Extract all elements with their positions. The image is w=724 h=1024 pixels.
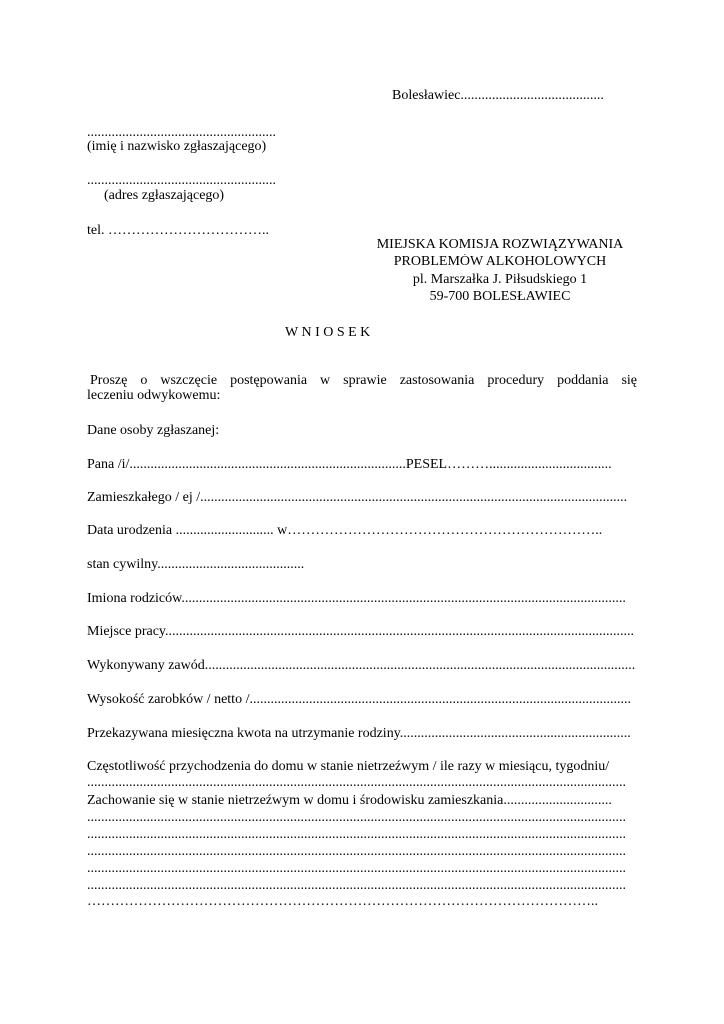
- behavior-dots-3: ..........................................................................................................................................................: [87, 844, 626, 859]
- behavior-dots-2: ..........................................................................................................................................................: [87, 827, 626, 842]
- field-name-pesel: Pana /i/...............................................................................PESEL………...................................: [87, 457, 612, 472]
- field-birth: Data urodzenia ............................ w…………………………………………………………..: [87, 523, 603, 538]
- behavior-dots-6: ………………………………………………………………………………………………..: [87, 894, 598, 909]
- applicant-address-caption: (adres zgłaszającego): [104, 188, 225, 203]
- frequency-dots: ..........................................................................................................................................................: [87, 775, 626, 790]
- field-occupation: Wykonywany zawód...........................................................................................................................: [87, 658, 636, 673]
- applicant-address-dots: ......................................................: [87, 173, 276, 188]
- intro-line-1: Proszę o wszczęcie postępowania w sprawie zastosowania procedury poddania się: [90, 373, 637, 388]
- field-earnings: Wysokość zarobków / netto /.............................................................................................................: [87, 692, 631, 707]
- behavior-dots-5: ..........................................................................................................................................................: [87, 878, 626, 893]
- place-date-line: Bolesławiec.........................................: [392, 88, 604, 103]
- section-label: Dane osoby zgłaszanej:: [87, 423, 220, 438]
- intro-line-2: leczeniu odwykowemu:: [87, 388, 221, 403]
- recipient-line-4: 59-700 BOLESŁAWIEC: [429, 289, 571, 304]
- behavior-dots-1: ..........................................................................................................................................................: [87, 810, 626, 825]
- behavior-dots-4: ..........................................................................................................................................................: [87, 861, 626, 876]
- phone-line: tel. ……………………………..: [87, 223, 269, 238]
- field-family-support: Przekazywana miesięczna kwota na utrzymanie rodziny..................................................................: [87, 726, 631, 741]
- frequency-label: Częstotliwość przychodzenia do domu w stanie nietrzeźwym / ile razy w miesiącu, tygodniu/: [87, 759, 610, 774]
- field-address: Zamieszkałego / ej /..........................................................................................................................: [87, 490, 628, 505]
- behavior-label: Zachowanie się w stanie nietrzeźwym w domu i środowisku zamieszkania...............................: [87, 793, 612, 808]
- applicant-name-caption: (imię i nazwisko zgłaszającego): [87, 139, 267, 154]
- document-title: W N I O S E K: [285, 325, 371, 340]
- recipient-line-1: MIEJSKA KOMISJA ROZWIĄZYWANIA: [376, 237, 624, 252]
- recipient-line-2: PROBLEMÓW ALKOHOLOWYCH: [393, 254, 607, 269]
- applicant-name-dots: ......................................................: [87, 125, 276, 140]
- field-parents: Imiona rodziców...............................................................................................................................: [87, 591, 626, 606]
- field-marital-status: stan cywilny..........................................: [87, 557, 305, 572]
- recipient-line-3: pl. Marszałka J. Piłsudskiego 1: [412, 272, 588, 287]
- field-workplace: Miejsce pracy......................................................................................................................................: [87, 624, 634, 639]
